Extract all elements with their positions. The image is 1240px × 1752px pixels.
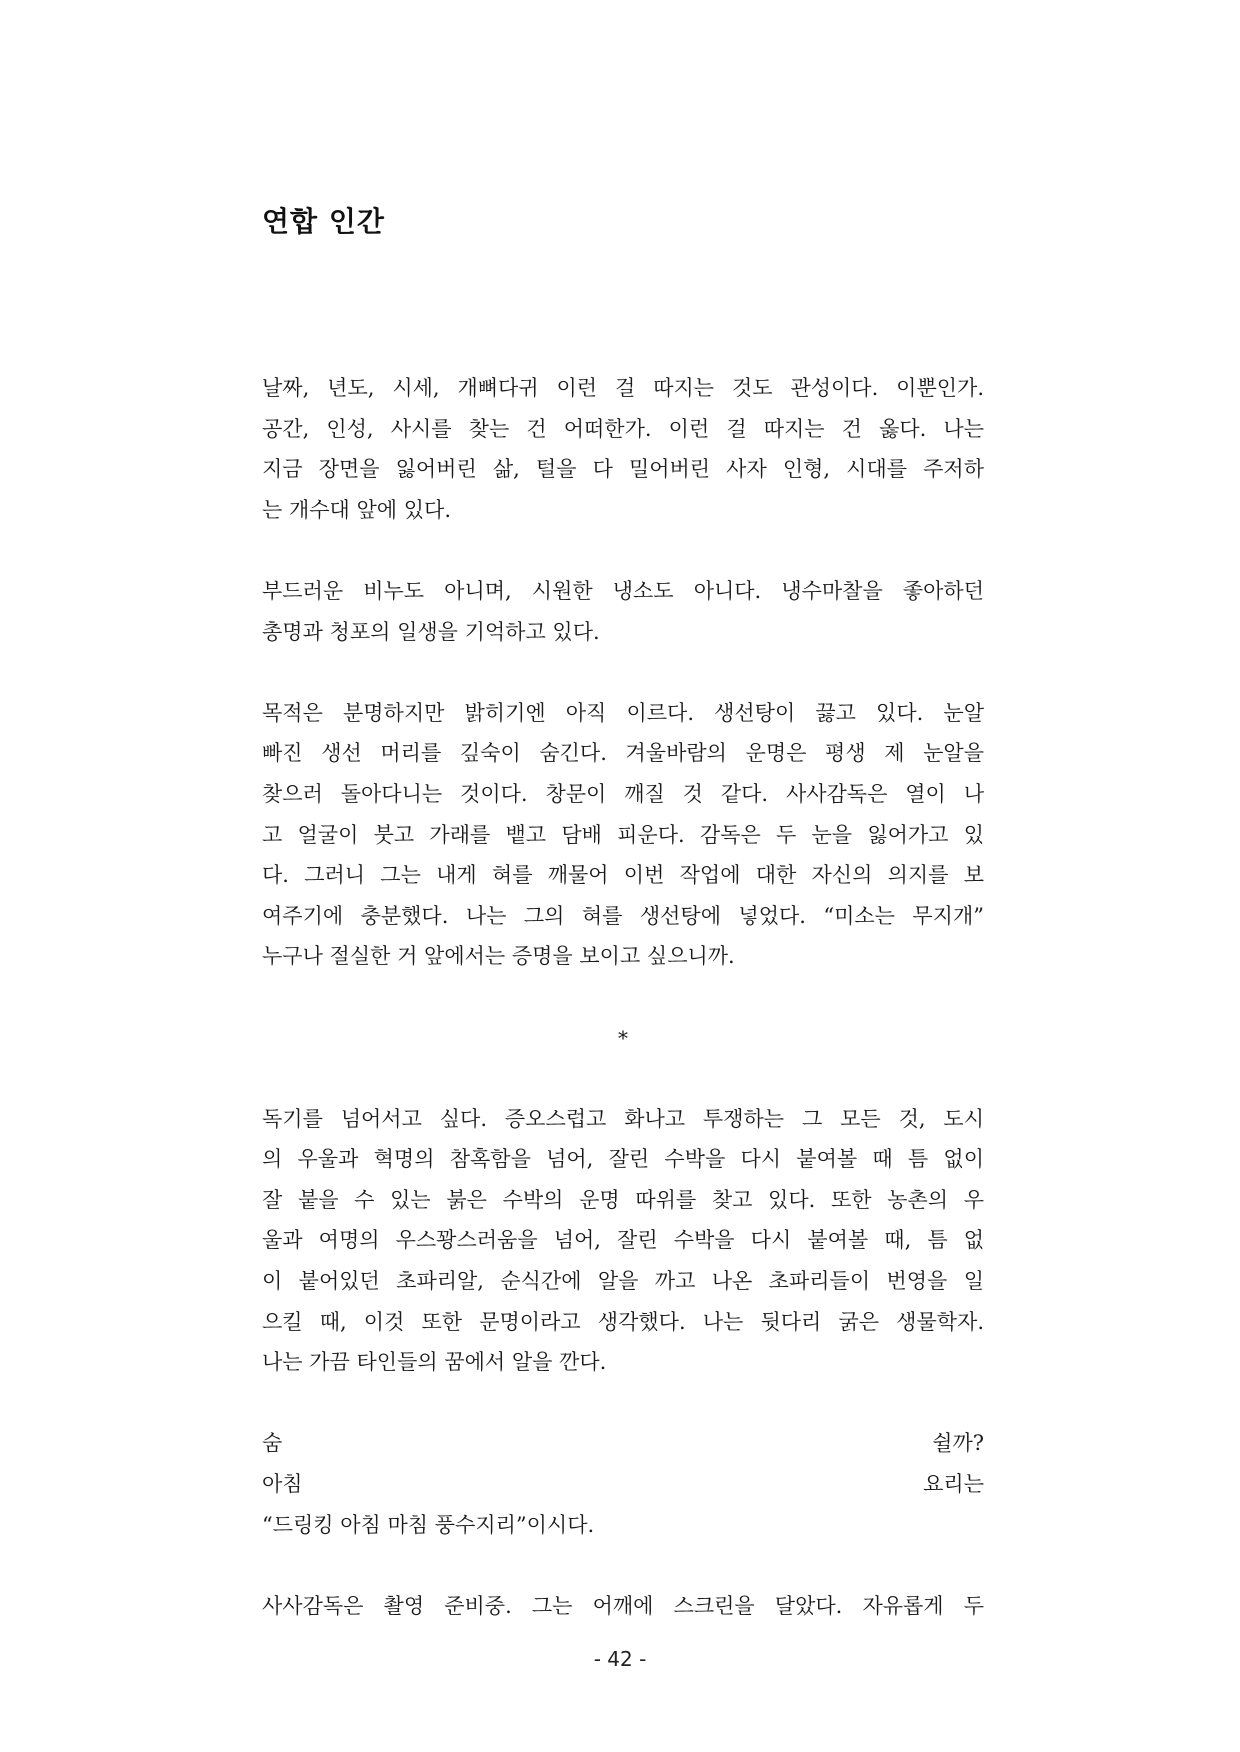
text-line: 는 개수대 앞에 있다. — [262, 497, 451, 522]
chapter-title: 연합 인간 — [262, 205, 385, 238]
paragraph-gap — [262, 1383, 984, 1424]
text-line: 다. 그러니 그는 내게 혀를 깨물어 이번 작업에 대한 자신의 의지를 보 — [262, 863, 984, 888]
paragraph-gap — [262, 1545, 984, 1586]
text-line: 으킬 때, 이것 또한 문명이라고 생각했다. 나는 뒷다리 굵은 생물학자. — [262, 1309, 984, 1334]
text-line: 목적은 분명하지만 밝히기엔 아직 이르다. 생선탕이 끓고 있다. 눈알 — [262, 700, 984, 725]
paragraph — [262, 1423, 984, 1545]
text-line: 아침 요리는 — [262, 1472, 984, 1497]
text-line: 날짜, 년도, 시세, 개뼈다귀 이런 걸 따지는 것도 관성이다. 이뿐인가. — [262, 376, 984, 400]
paragraph-gap — [262, 530, 984, 571]
text-line: 누구나 절실한 거 앞에서는 증명을 보이고 싶으니까. — [262, 944, 735, 969]
text-line: 숨 쉴까? — [262, 1431, 984, 1456]
text-line: 이 붙어있던 초파리알, 순식간에 알을 까고 나온 초파리들이 번영을 일 — [262, 1269, 984, 1294]
body-text — [262, 368, 984, 1626]
text-line: 지금 장면을 잃어버린 삶, 털을 다 밀어버린 사자 인형, 시대를 주저하 — [262, 457, 984, 482]
text-line: 독기를 넘어서고 싶다. 증오스럽고 화나고 투쟁하는 그 모든 것, 도시 — [262, 1106, 984, 1131]
text-line: 공간, 인성, 사시를 찾는 건 어떠한가. 이런 걸 따지는 건 옳다. 나는 — [262, 416, 984, 441]
paragraph-gap — [262, 1058, 984, 1099]
paragraph — [262, 693, 984, 977]
text-line: 총명과 청포의 일생을 기억하고 있다. — [262, 619, 600, 644]
section-separator: * — [618, 1025, 628, 1050]
paragraph — [262, 1586, 984, 1627]
text-line: 빠진 생선 머리를 깊숙이 숨긴다. 겨울바람의 운명은 평생 제 눈알을 — [262, 741, 984, 766]
paragraph — [262, 1099, 984, 1383]
paragraph — [262, 368, 984, 530]
paragraph — [262, 571, 984, 652]
text-line: 여주기에 충분했다. 나는 그의 혀를 생선탕에 넣었다. “미소는 무지개” — [262, 903, 984, 928]
text-line: 부드러운 비누도 아니며, 시원한 냉소도 아니다. 냉수마찰을 좋아하던 — [262, 578, 984, 603]
text-line: 울과 여명의 우스꽝스러움을 넘어, 잘린 수박을 다시 붙여볼 때, 틈 없 — [262, 1228, 984, 1253]
text-line: “드링킹 아침 마침 풍수지리”이시다. — [262, 1512, 595, 1537]
text-line: 의 우울과 혁명의 참혹함을 넘어, 잘린 수박을 다시 붙여볼 때 틈 없이 — [262, 1147, 984, 1172]
paragraph-gap — [262, 977, 984, 1018]
text-line: 고 얼굴이 붓고 가래를 뱉고 담배 피운다. 감독은 두 눈을 잃어가고 있 — [262, 822, 984, 847]
text-line: 사사감독은 촬영 준비중. 그는 어깨에 스크린을 달았다. 자유롭게 두 — [262, 1593, 984, 1618]
text-line: 찾으러 돌아다니는 것이다. 창문이 깨질 것 같다. 사사감독은 열이 나 — [262, 781, 984, 806]
paragraph-gap — [262, 652, 984, 693]
text-line: 나는 가끔 타인들의 꿈에서 알을 깐다. — [262, 1350, 607, 1375]
page-number: - 42 - — [593, 1647, 647, 1671]
text-line: 잘 붙을 수 있는 붉은 수박의 운명 따위를 찾고 있다. 또한 농촌의 우 — [262, 1187, 984, 1212]
